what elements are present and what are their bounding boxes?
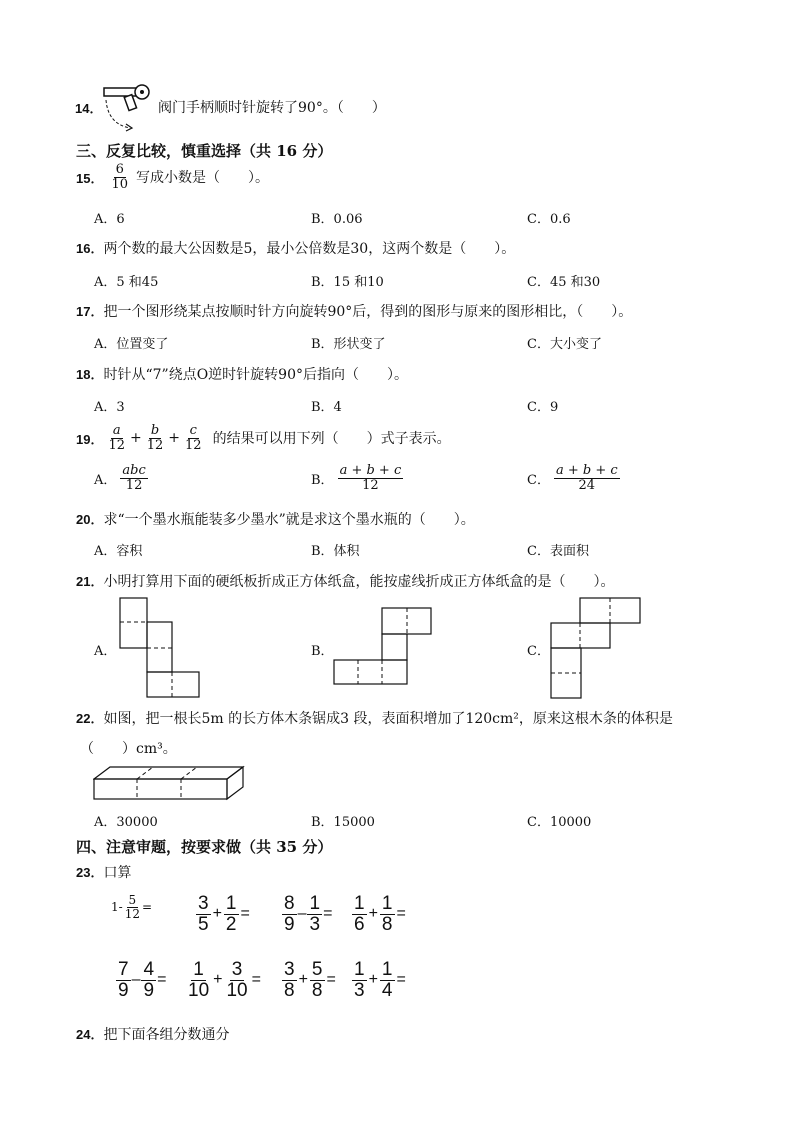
- option-c[interactable]: C．表面积: [527, 544, 589, 559]
- option-a[interactable]: A．3: [94, 400, 125, 415]
- plus-sign: +: [130, 430, 142, 447]
- question-text: 如图，把一根长5m 的长方体木条锯成3 段，表面积增加了120cm²，原来这根木条的体积是: [103, 711, 673, 727]
- mental-math-item: 1- $\frac{5}{12}$ =: [111, 893, 153, 921]
- fraction: $\frac{1}{2}$: [225, 893, 237, 935]
- mental-math-item: $\frac{7}{9}$ – $\frac{4}{9}$ =: [118, 959, 167, 1001]
- question-number: 15．: [76, 170, 104, 186]
- mental-math-item: $\frac{3}{5}$ + $\frac{1}{2}$ =: [198, 893, 250, 935]
- question-number: 22．: [76, 711, 104, 726]
- fraction: $\frac{1}{6}$: [354, 893, 365, 935]
- option-a[interactable]: A．位置变了: [94, 337, 169, 352]
- option-c[interactable]: C．10000: [527, 815, 592, 830]
- option-b[interactable]: B．4: [311, 400, 342, 415]
- question-14-text: 阀门手柄顺时针旋转了90°。（ ）: [158, 100, 386, 116]
- option-c[interactable]: C． $\frac{a + b + c}{24}$: [527, 463, 618, 493]
- option-a[interactable]: A．: [94, 644, 117, 659]
- fraction: $\frac{1}{8}$: [381, 893, 393, 935]
- option-b[interactable]: B．形状变了: [311, 337, 386, 352]
- question-text: 写成小数是（ ）。: [136, 170, 270, 187]
- question-number: 19．: [76, 431, 104, 447]
- question-number: 20．: [76, 512, 104, 527]
- option-c[interactable]: C．0.6: [527, 212, 571, 227]
- option-a[interactable]: A． $\frac{\text{abc}}{12}$: [94, 463, 146, 493]
- fraction: $\frac{6}{10}$: [111, 162, 129, 192]
- question-22-answer-line: （ ）cm³。: [80, 741, 177, 757]
- cube-net-b[interactable]: [333, 607, 433, 685]
- question-23: [76, 862, 131, 882]
- option-a[interactable]: A．5 和45: [94, 275, 159, 290]
- mental-math-item: $\frac{1}{6}$ + $\frac{1}{8}$ =: [354, 893, 406, 935]
- fraction: $\frac{5}{8}$: [311, 959, 323, 1001]
- option-a[interactable]: A．6: [94, 212, 125, 227]
- plus-sign: +: [168, 430, 181, 447]
- mental-math-item: $\frac{1}{10}$ + $\frac{3}{10}$ =: [188, 959, 261, 1001]
- question-number: 18．: [76, 367, 104, 382]
- question-number: 14．: [75, 101, 103, 116]
- wood-bar-diagram: [93, 765, 245, 801]
- fraction: $\frac{c}{12}$: [185, 423, 202, 453]
- question-22: [76, 708, 673, 728]
- cube-net-c[interactable]: [550, 597, 642, 699]
- option-b[interactable]: B． $\frac{a + b + c}{12}$: [311, 463, 402, 493]
- fraction: $\frac{3}{10}$: [226, 959, 248, 1001]
- option-b[interactable]: B．体积: [311, 544, 360, 559]
- valve-handle-icon: [98, 80, 154, 134]
- option-b[interactable]: B．: [311, 644, 334, 659]
- question-text: 把一个图形绕某点按顺时针方向旋转90°后，得到的图形与原来的图形相比，（ ）。: [103, 304, 633, 320]
- question-text: 求“一个墨水瓶能装多少墨水”就是求这个墨水瓶的（ ）。: [103, 512, 475, 528]
- cube-net-a[interactable]: [119, 597, 201, 699]
- fraction: $\frac{1}{3}$: [354, 959, 365, 1001]
- option-a[interactable]: A．30000: [94, 815, 158, 830]
- fraction: $\frac{3}{5}$: [198, 893, 209, 935]
- fraction: $\frac{5}{12}$: [124, 893, 140, 921]
- fraction: $\frac{8}{9}$: [284, 893, 295, 935]
- fraction: $\frac{1}{10}$: [188, 959, 210, 1001]
- question-text: 时针从“7”绕点O逆时针旋转90°后指向（ ）。: [103, 367, 408, 383]
- option-b[interactable]: B．15 和10: [311, 275, 384, 290]
- option-c[interactable]: C．45 和30: [527, 275, 601, 290]
- question-17: [76, 301, 632, 321]
- fraction: $\frac{4}{9}$: [143, 959, 155, 1001]
- question-number: 17．: [76, 304, 104, 319]
- question-16: [76, 238, 515, 258]
- fraction: $\frac{1}{4}$: [381, 959, 393, 1001]
- fraction: $\frac{a}{12}$: [108, 423, 126, 453]
- fraction: $\frac{a + b + c}{12}$: [339, 463, 402, 493]
- mental-math-item: $\frac{3}{8}$ + $\frac{5}{8}$ =: [284, 959, 336, 1001]
- section-4-heading: 四、注意审题，按要求做（共 35 分）: [76, 838, 333, 856]
- question-number: 16．: [76, 241, 104, 256]
- fraction: $\frac{1}{3}$: [309, 893, 321, 935]
- question-number: 21．: [76, 574, 104, 589]
- question-text: 小明打算用下面的硬纸板折成正方体纸盒，能按虚线折成正方体纸盒的是（ ）。: [103, 574, 615, 590]
- question-18: [76, 364, 408, 384]
- option-b[interactable]: B．15000: [311, 815, 375, 830]
- mental-math-item: $\frac{1}{3}$ + $\frac{1}{4}$ =: [354, 959, 406, 1001]
- question-21: [76, 571, 614, 591]
- question-text: 把下面各组分数通分: [103, 1027, 230, 1043]
- option-c[interactable]: C．大小变了: [527, 337, 602, 352]
- question-15: [76, 163, 269, 191]
- question-text: 两个数的最大公因数是5，最小公倍数是30，这两个数是（ ）。: [103, 241, 516, 257]
- question-20: [76, 509, 475, 529]
- question-number: 24．: [76, 1027, 104, 1042]
- option-a[interactable]: A．容积: [94, 544, 143, 559]
- option-c[interactable]: C．: [527, 644, 550, 659]
- fraction: $\frac{3}{8}$: [284, 959, 295, 1001]
- fraction: $\frac{7}{9}$: [118, 959, 129, 1001]
- question-19: [76, 424, 451, 452]
- question-text: 口算: [103, 865, 132, 881]
- mental-math-item: $\frac{8}{9}$ – $\frac{1}{3}$ =: [284, 893, 333, 935]
- option-c[interactable]: C．9: [527, 400, 559, 415]
- question-number: 23．: [76, 865, 104, 880]
- fraction: $\frac{a + b + c}{24}$: [555, 463, 618, 493]
- section-3-heading: 三、反复比较，慎重选择（共 16 分）: [76, 142, 333, 160]
- option-b[interactable]: B．0.06: [311, 212, 363, 227]
- question-24: [76, 1024, 229, 1044]
- fraction: $\frac{\text{abc}}{12}$: [122, 463, 146, 493]
- question-text: 的结果可以用下列（ ）式子表示。: [212, 431, 451, 448]
- fraction: $\frac{b}{12}$: [146, 423, 164, 453]
